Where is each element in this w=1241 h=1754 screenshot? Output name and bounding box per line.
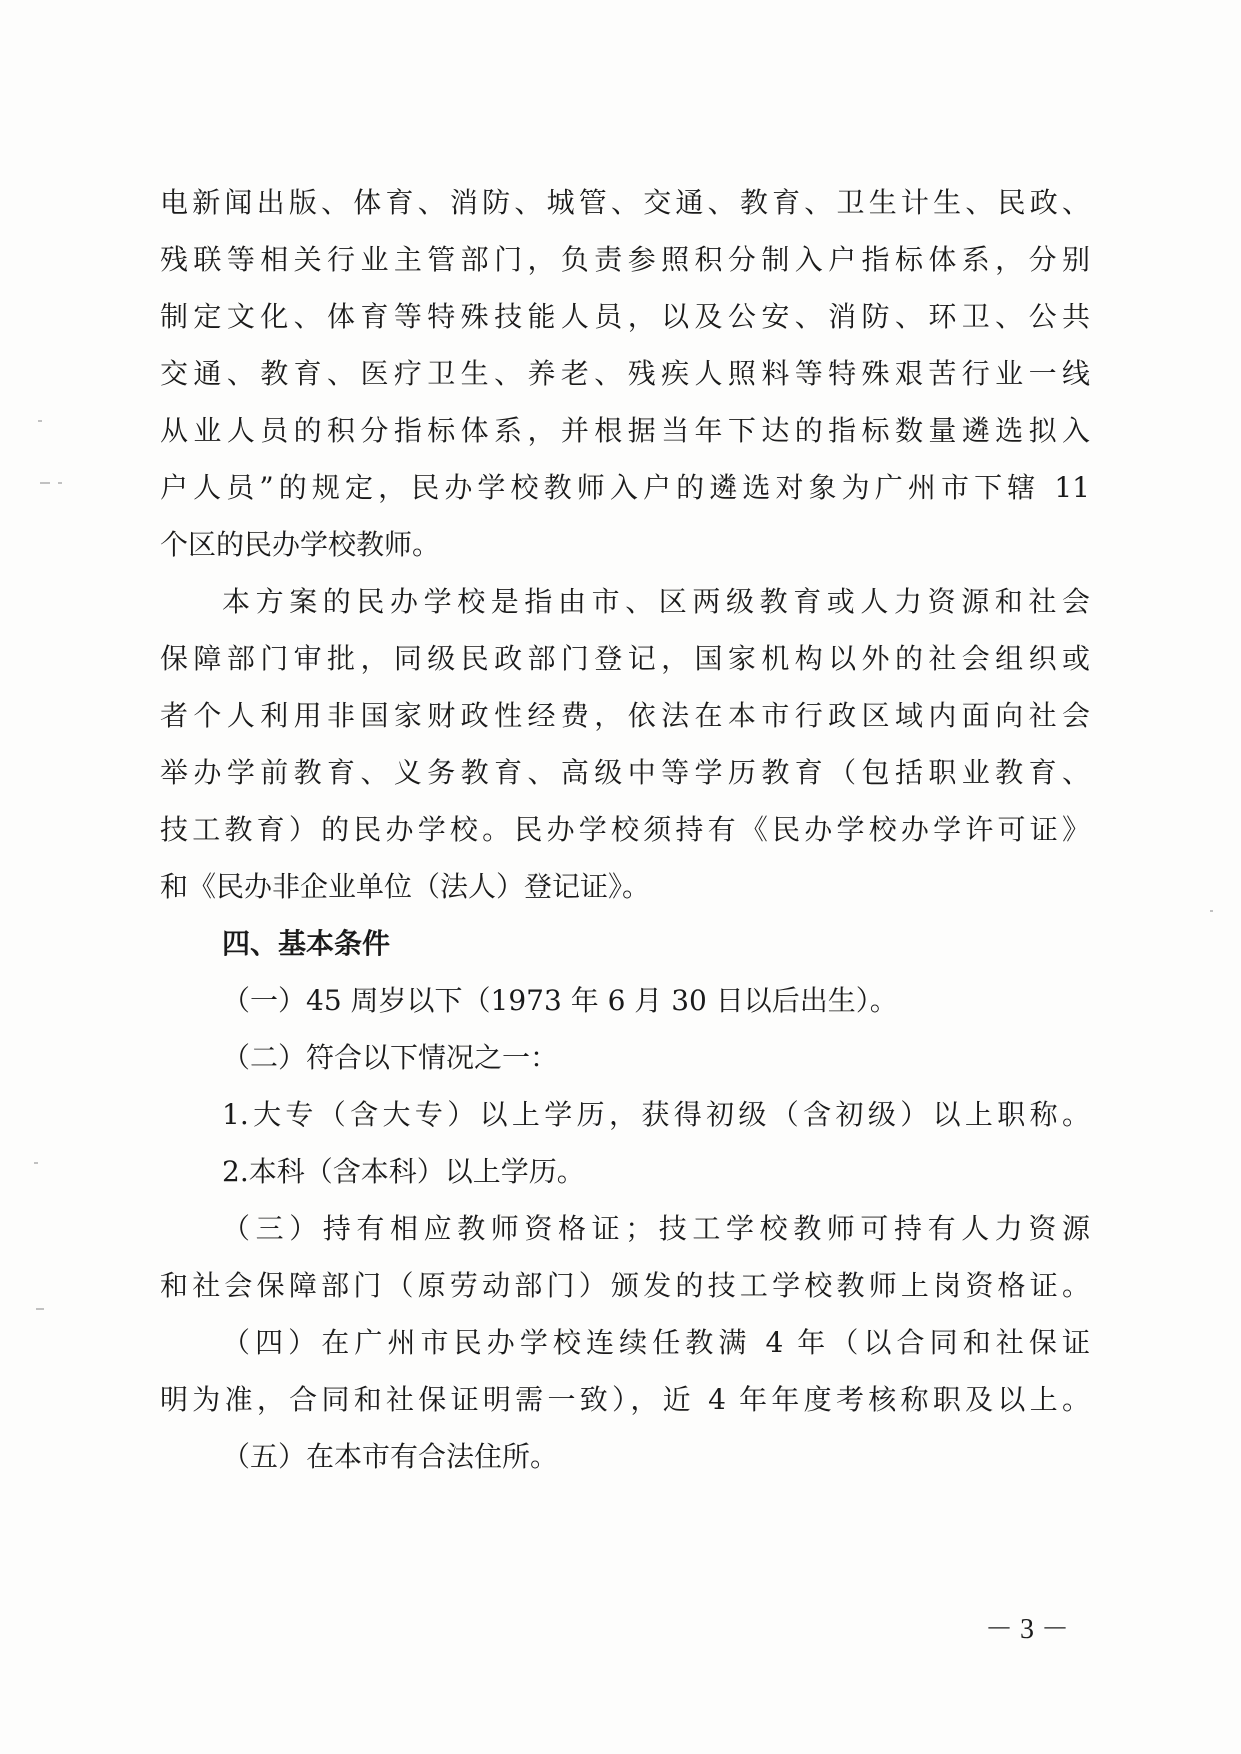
scan-speck	[40, 482, 50, 484]
paragraph-line: （四）在广州市民办学校连续任教满 4 年（以合同和社保证	[222, 1326, 1090, 1359]
paragraph-line: 者个人利用非国家财政性经费，依法在本市行政区域内面向社会	[160, 699, 1090, 732]
section-heading: 四、基本条件	[222, 927, 391, 960]
scan-speck	[34, 1162, 38, 1164]
paragraph-line: 2.本科（含本科）以上学历。	[222, 1155, 585, 1188]
paragraph-line: 户人员”的规定，民办学校教师入户的遴选对象为广州市下辖 11	[160, 471, 1090, 504]
scan-speck	[1210, 910, 1213, 912]
paragraph-line: 从业人员的积分指标体系，并根据当年下达的指标数量遴选拟入	[160, 414, 1090, 447]
paragraph-line: 明为准，合同和社保证明需一致），近 4 年年度考核称职及以上。	[160, 1383, 1090, 1416]
paragraph-line: （一）45 周岁以下（1973 年 6 月 30 日以后出生）。	[222, 984, 898, 1017]
paragraph-line: 技工教育）的民办学校。民办学校须持有《民办学校办学许可证》	[160, 813, 1090, 846]
paragraph-line: 个区的民办学校教师。	[160, 528, 441, 561]
paragraph-line: 1.大专（含大专）以上学历，获得初级（含初级）以上职称。	[222, 1098, 1090, 1131]
paragraph-line: 举办学前教育、义务教育、高级中等学历教育（包括职业教育、	[160, 756, 1090, 789]
paragraph-line: 和《民办非企业单位（法人）登记证》。	[160, 870, 651, 903]
paragraph-line: 电新闻出版、体育、消防、城管、交通、教育、卫生计生、民政、	[160, 186, 1090, 219]
paragraph-line: 和社会保障部门（原劳动部门）颁发的技工学校教师上岗资格证。	[160, 1269, 1090, 1302]
page-number: － 3 －	[985, 1614, 1070, 1645]
paragraph-line: （三）持有相应教师资格证；技工学校教师可持有人力资源	[222, 1212, 1090, 1245]
paragraph-line: 本方案的民办学校是指由市、区两级教育或人力资源和社会	[222, 585, 1090, 618]
paragraph-line: 保障部门审批，同级民政部门登记，国家机构以外的社会组织或	[160, 642, 1090, 675]
paragraph-line: 残联等相关行业主管部门，负责参照积分制入户指标体系，分别	[160, 243, 1090, 276]
paragraph-line: （二）符合以下情况之一：	[222, 1041, 559, 1074]
paragraph-line: 交通、教育、医疗卫生、养老、残疾人照料等特殊艰苦行业一线	[160, 357, 1090, 390]
scan-speck	[38, 420, 42, 422]
paragraph-line: （五）在本市有合法住所。	[222, 1440, 559, 1473]
scan-speck	[58, 482, 62, 484]
paragraph-line: 制定文化、体育等特殊技能人员，以及公安、消防、环卫、公共	[160, 300, 1090, 333]
scan-speck	[36, 1308, 44, 1310]
